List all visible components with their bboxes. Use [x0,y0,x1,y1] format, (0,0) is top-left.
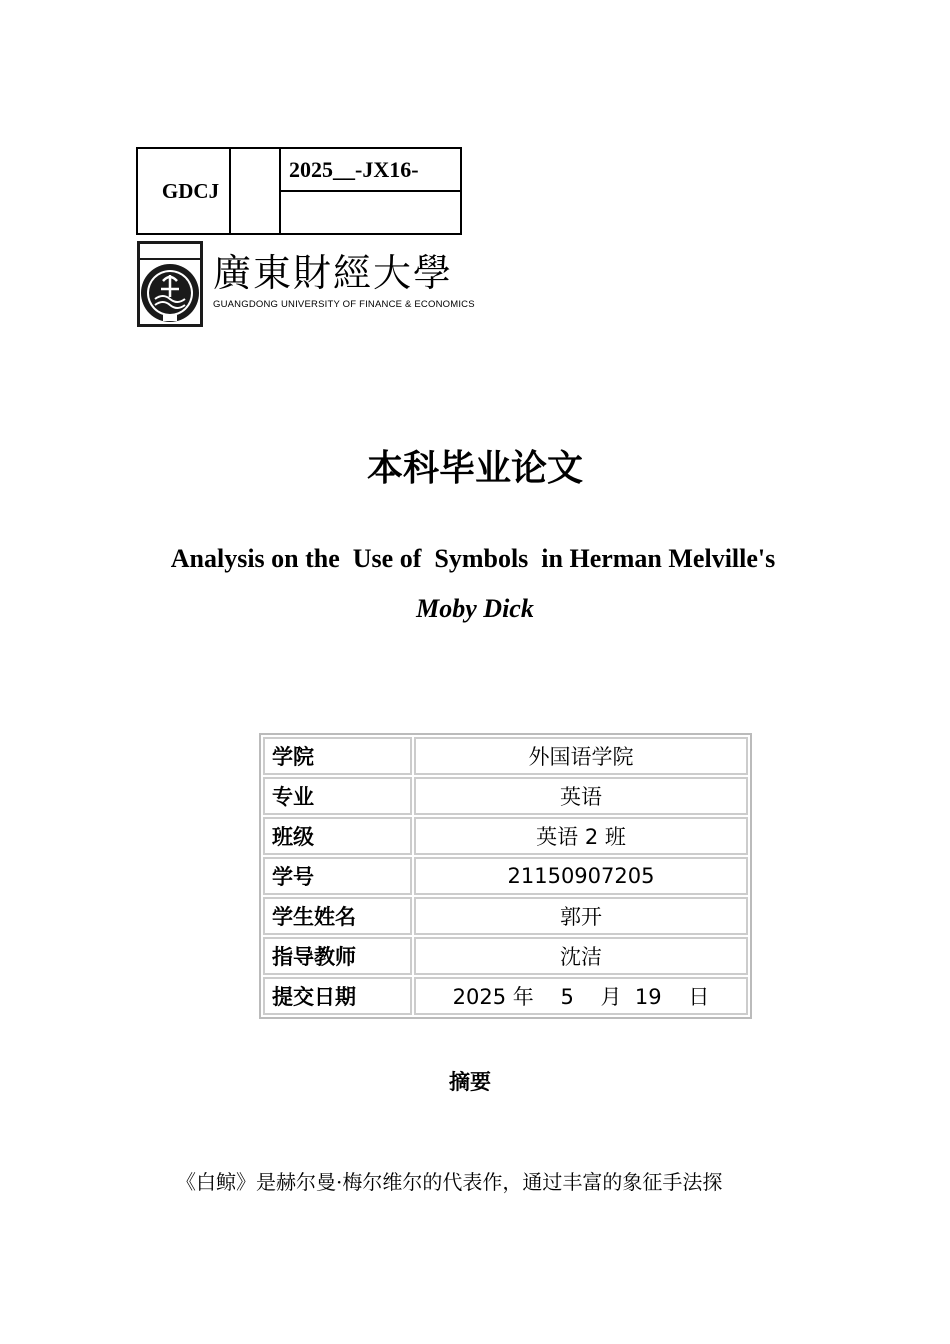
code-blank-cell [231,149,281,233]
university-name-en: GUANGDONG UNIVERSITY OF FINANCE & ECONOMICS [213,299,475,310]
abstract-first-line: 《白鲸》是赫尔曼·梅尔维尔的代表作，通过丰富的象征手法探 [176,1170,723,1194]
info-label: 专业 [263,777,412,815]
info-row [263,737,748,775]
university-name-cn: 廣東財經大學 [213,251,454,295]
university-seal-icon [137,241,203,327]
info-label: 指导教师 [263,937,412,975]
abstract-heading: 摘要 [449,1070,491,1094]
thesis-type-title: 本科毕业论文 [366,448,583,489]
info-row [263,857,748,895]
info-label: 学生姓名 [263,897,412,935]
info-value: 英语 [414,777,748,815]
info-value: 外国语学院 [414,737,748,775]
thesis-title-line1: Analysis on the Use of Symbols in Herman Melville's [170,544,776,573]
info-label: 班级 [263,817,412,855]
info-value: 2025 年 5 月 19 日 [414,977,748,1015]
code-label: GDCJ [138,149,231,233]
info-row [263,977,748,1015]
university-logo [137,241,475,327]
info-label: 学号 [263,857,412,895]
thesis-title-line2: Moby Dick [416,594,534,623]
info-value: 英语 2 班 [414,817,748,855]
info-row [263,777,748,815]
info-label: 提交日期 [263,977,412,1015]
info-row [263,817,748,855]
student-info-table [259,733,752,1019]
document-code-box [136,147,462,235]
info-value: 郭开 [414,897,748,935]
info-row [263,897,748,935]
info-label: 学院 [263,737,412,775]
info-value: 沈洁 [414,937,748,975]
code-number: 2025__-JX16- [281,149,460,192]
info-value: 21150907205 [414,857,748,895]
info-row [263,937,748,975]
